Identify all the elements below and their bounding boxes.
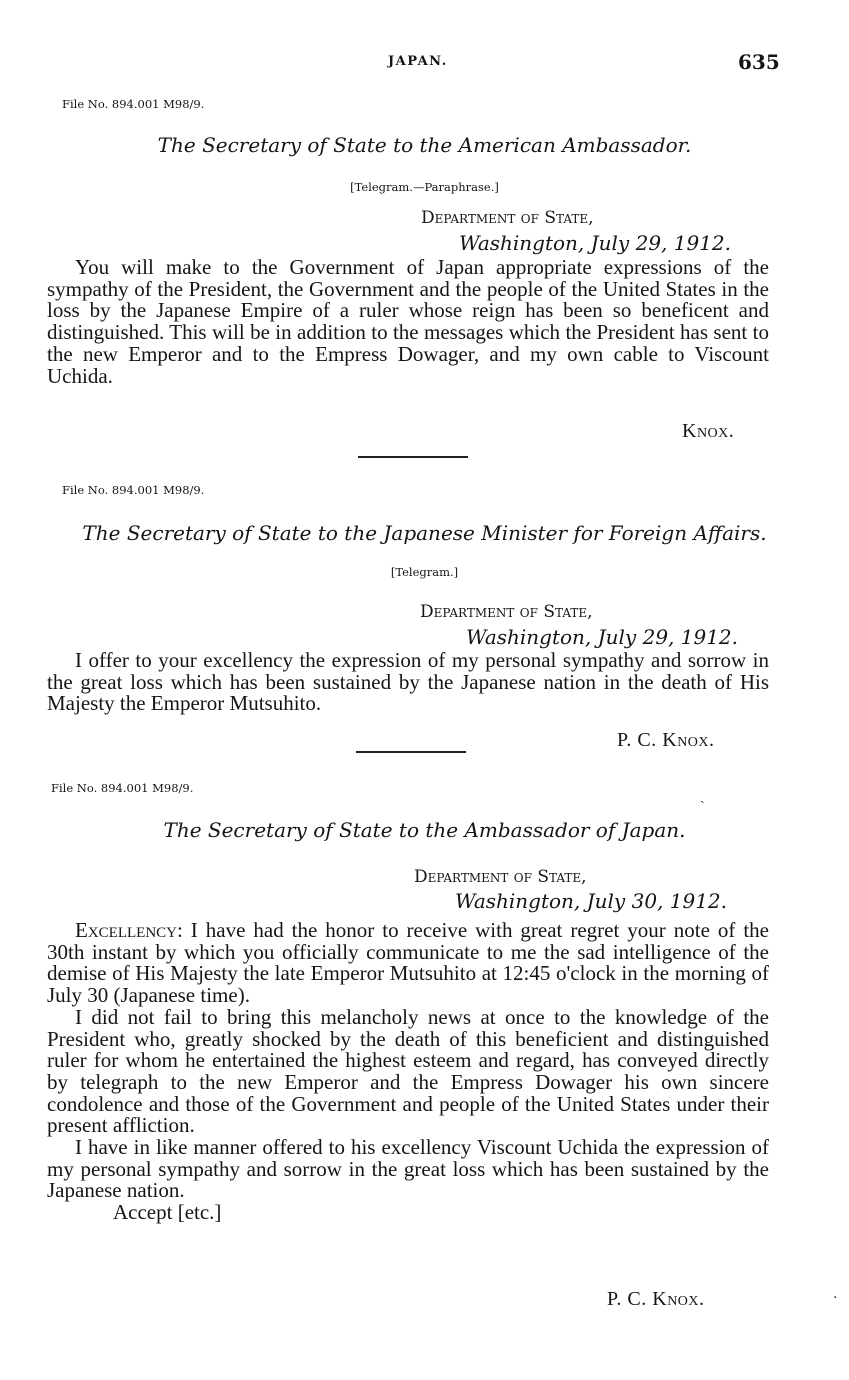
- telegram-note: [Telegram.—Paraphrase.]: [350, 180, 499, 194]
- signature: P. C. Knox.: [617, 729, 715, 751]
- running-head: [0, 50, 849, 84]
- paragraph: [47, 920, 769, 1007]
- stray-mark: ˏ: [700, 788, 705, 804]
- paragraph-text: I have had the honor to receive with great regret your note of the 30th instant by which you officially communicate to me the sad intelligence of the demise of His Majesty the late Emperor Mutsuhito at 12:45 o'clock in the morning of July 30 (Japanese time).: [47, 918, 769, 1008]
- message-body: [47, 650, 769, 715]
- paragraph: I offer to your excellency the expression of my personal sympathy and sorrow in the great loss which has been sustained by the Japanese nation in the death of His Majesty the Emperor Mutsuhito.: [47, 648, 769, 716]
- department-line: Department of State,: [421, 208, 594, 228]
- signature: Knox.: [682, 420, 735, 442]
- file-number: File No. 894.001 M98/9.: [62, 97, 205, 111]
- file-number: File No. 894.001 M98/9.: [51, 781, 194, 795]
- signature: P. C. Knox.: [607, 1288, 705, 1310]
- telegram-note: [Telegram.]: [390, 565, 459, 579]
- paragraph: I did not fail to bring this melancholy news at once to the knowledge of the President who, greatly shocked by the death of this beneficient and distinguished ruler for whom he entertained the highest esteem and regard, has conveyed directly by telegraph to the new Emperor and the Empress Dowager his own sincere condolence and those of the Government and people of the United States under their present affliction.: [47, 1004, 769, 1138]
- dateline: Washington, July 29, 1912.: [466, 625, 739, 649]
- section-divider: [358, 456, 468, 458]
- running-title: JAPAN.: [388, 54, 448, 69]
- page-number: 635: [738, 50, 780, 74]
- salutation: Excellency:: [75, 918, 183, 942]
- closing: Accept [etc.]: [113, 1200, 222, 1225]
- stray-mark: ·: [833, 1290, 838, 1306]
- document-heading: The Secretary of State to the Japanese Minister for Foreign Affairs.: [82, 521, 767, 545]
- dateline: Washington, July 30, 1912.: [455, 889, 728, 913]
- department-line: Department of State,: [420, 602, 593, 622]
- message-body: [47, 920, 769, 1224]
- dateline: Washington, July 29, 1912.: [459, 231, 732, 255]
- paragraph: I have in like manner offered to his excellency Viscount Uchida the expression of my personal sympathy and sorrow in the great loss which has been sustained by the Japanese nation.: [47, 1135, 769, 1203]
- document-heading: The Secretary of State to the American Ambassador.: [157, 133, 692, 157]
- section-divider: [356, 751, 466, 753]
- document-heading: The Secretary of State to the Ambassador of Japan.: [163, 818, 686, 842]
- paragraph: You will make to the Government of Japan appropriate expressions of the sympathy of the President, the Government and the people of the United States in the loss by the Japanese Empire of a ruler whose reign has been so beneficent and distinguished. This will be in addition to the messages which the President has sent to the new Emperor and to the Empress Dowager, and my own cable to Viscount Uchida.: [47, 255, 769, 388]
- file-number: File No. 894.001 M98/9.: [62, 483, 205, 497]
- department-line: Department of State,: [414, 867, 587, 887]
- message-body: [47, 257, 769, 387]
